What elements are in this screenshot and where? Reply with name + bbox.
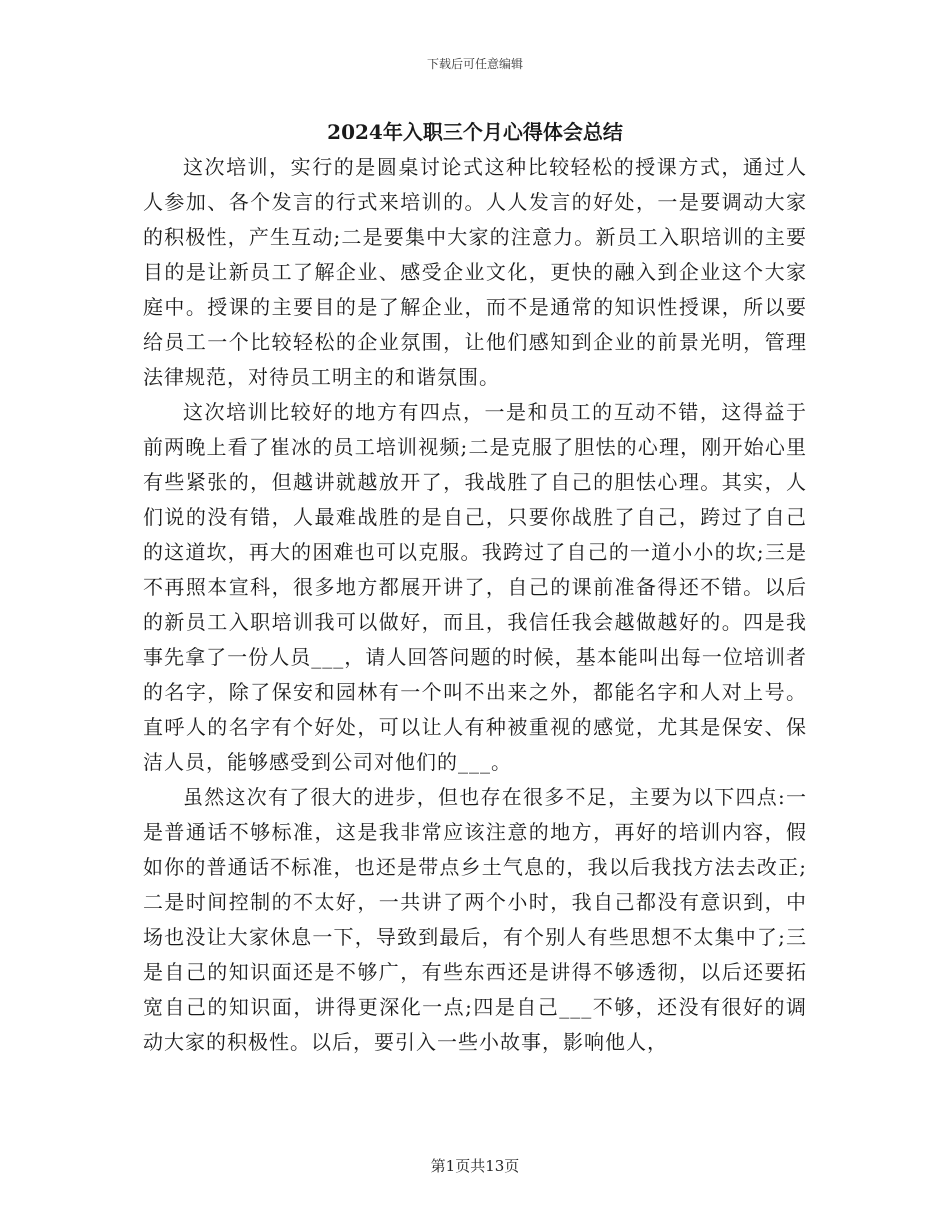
document-title: 2024年入职三个月心得体会总结	[327, 120, 623, 144]
page-header: 下载后可任意编辑	[426, 57, 523, 71]
paragraph-1: 这次培训，实行的是圆桌讨论式这种比较轻松的授课方式，通过人人参加、各个发言的行式来培训的。人人发言的好处，一是要调动大家的积极性，产生互动;二是要集中大家的注意力。新员工入职培训的主要目的是让新员工了解企业、感受企业文化，更快的融入到企业这个大家庭中。授课的主要目的是了解企业，而不是通常的知识性授课，所以要给员工一个比较轻松的企业氛围，让他们感知到企业的前景光明，管理法律规范，对待员工明主的和谐氛围。	[143, 155, 807, 389]
paragraph-3: 虽然这次有了很大的进步，但也存在很多不足，主要为以下四点:一是普通话不够标准，这是我非常应该注意的地方，再好的培训内容，假如你的普通话不标准，也还是带点乡土气息的，我以后我找方法去改正;二是时间控制的不太好，一共讲了两个小时，我自己都没有意识到，中场也没让大家休息一下，导致到最后，有个别人有些思想不太集中了;三是自己的知识面还是不够广，有些东西还是讲得不够透彻，以后还要拓宽自己的知识面，讲得更深化一点;四是自己___不够，还没有很好的调动大家的积极性。以后，要引入一些小故事，影响他人，	[143, 785, 807, 1054]
page-footer: 第1页共13页	[430, 1157, 520, 1175]
document-body	[143, 150, 807, 1060]
paragraph-2: 这次培训比较好的地方有四点，一是和员工的互动不错，这得益于前两晚上看了崔冰的员工培训视频;二是克服了胆怯的心理，刚开始心里有些紧张的，但越讲就越放开了，我战胜了自己的胆怯心理。其实，人们说的没有错，人最难战胜的是自己，只要你战胜了自己，跨过了自己的这道坎，再大的困难也可以克服。我跨过了自己的一道小小的坎;三是不再照本宣科，很多地方都展开讲了，自己的课前准备得还不错。以后的新员工入职培训我可以做好，而且，我信任我会越做越好的。四是我事先拿了一份人员___，请人回答问题的时候，基本能叫出每一位培训者的名字，除了保安和园林有一个叫不出来之外，都能名字和人对上号。直呼人的名字有个好处，可以让人有种被重视的感觉，尤其是保安、保洁人员，能够感受到公司对他们的___。	[143, 400, 807, 774]
